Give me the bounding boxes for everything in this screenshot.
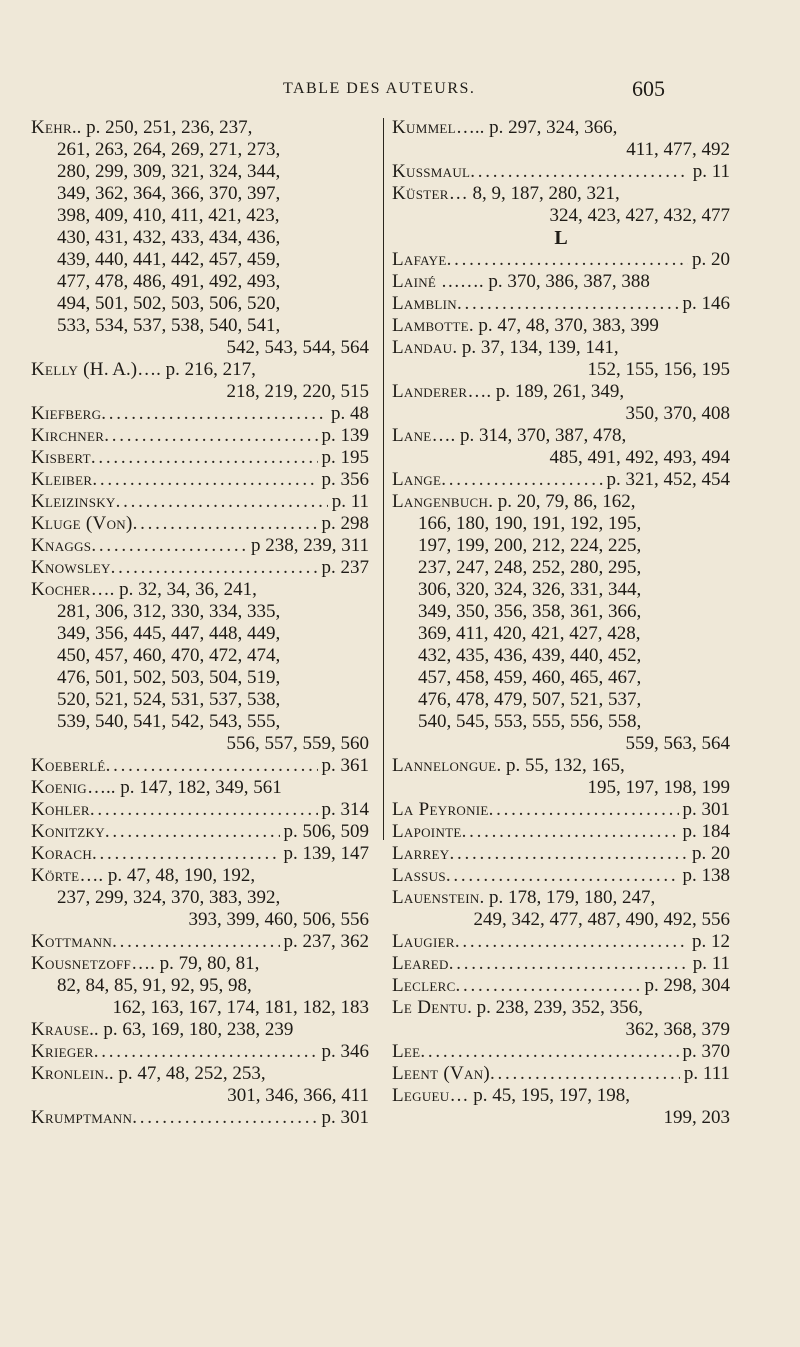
index-entry [31, 425, 369, 447]
entry-first-line: Le Dentu. p. 238, 239, 352, 356, [392, 997, 643, 1018]
author-name: Laugier [392, 931, 455, 952]
entry-continuation: 349, 350, 356, 358, 361, 366, [418, 601, 642, 622]
entry-first-line: Lambotte. p. 47, 48, 370, 383, 399 [392, 315, 659, 336]
page-refs: p. 314 [321, 799, 369, 820]
dot-leader [446, 865, 679, 887]
entry-continuation: 324, 423, 427, 432, 477 [549, 205, 730, 226]
page-refs: p. 139, 147 [283, 843, 369, 864]
author-name: Küster [392, 183, 449, 204]
entry-continuation: 350, 370, 408 [625, 403, 730, 424]
index-entry [392, 799, 730, 821]
author-name: Krieger [31, 1041, 94, 1062]
author-name: Landerer [392, 381, 468, 402]
page-refs: p. 361 [321, 755, 369, 776]
leader-line [31, 425, 369, 447]
leader-line [392, 931, 730, 953]
page-refs: p. 321, 452, 454 [606, 469, 730, 490]
entry-continuation: 494, 501, 502, 503, 506, 520, [57, 293, 281, 314]
page-refs: p 238, 239, 311 [250, 535, 369, 556]
running-title: TABLE DES AUTEURS. [283, 80, 476, 97]
page-header [0, 76, 800, 110]
author-name: Kummel [392, 117, 456, 138]
leader-line [31, 403, 369, 425]
entry-continuation: 281, 306, 312, 330, 334, 335, [57, 601, 281, 622]
leader-line [31, 513, 369, 535]
entry-continuation: 476, 501, 502, 503, 504, 519, [57, 667, 281, 688]
index-entry [31, 1041, 369, 1063]
author-name: Lannelongue [392, 755, 497, 776]
entry-continuation: 411, 477, 492 [626, 139, 730, 160]
index-entry [392, 117, 730, 161]
page-refs: p. 237, 362 [283, 931, 369, 952]
entry-continuation: 556, 557, 559, 560 [226, 733, 369, 754]
author-name: Kisbert [31, 447, 91, 468]
index-entry [392, 337, 730, 381]
entry-first-line: Küster… 8, 9, 187, 280, 321, [392, 183, 620, 204]
entry-continuation: 301, 346, 366, 411 [227, 1085, 369, 1106]
page-refs: p. 301 [682, 799, 730, 820]
leader-line [392, 293, 730, 315]
page-refs: p. 20 [692, 249, 730, 270]
page-refs: p. 237 [321, 557, 369, 578]
dot-leader [455, 931, 688, 953]
dot-leader [456, 975, 641, 997]
dot-leader [462, 821, 679, 843]
dot-leader [470, 161, 688, 183]
author-name: Knowsley [31, 557, 111, 578]
dot-leader [132, 1107, 317, 1129]
index-entry [31, 1063, 369, 1107]
author-name: Leared [392, 953, 449, 974]
entry-continuation: 82, 84, 85, 91, 92, 95, 98, [57, 975, 252, 996]
entry-continuation: 430, 431, 432, 433, 434, 436, [57, 227, 281, 248]
page-refs: p. 298 [321, 513, 369, 534]
author-name: Legueu [392, 1085, 450, 1106]
entry-first-line: Kronlein.. p. 47, 48, 252, 253, [31, 1063, 266, 1084]
entry-continuation: 477, 478, 486, 491, 492, 493, [57, 271, 281, 292]
index-entry [392, 227, 730, 249]
index-entry [31, 953, 369, 1019]
dot-leader [111, 557, 318, 579]
leader-line [31, 535, 369, 557]
page-number: 605 [632, 76, 665, 101]
entry-first-line: Lannelongue. p. 55, 132, 165, [392, 755, 625, 776]
index-entry [392, 183, 730, 227]
index-entry [392, 491, 730, 755]
index-entry [392, 425, 730, 469]
entry-continuation: 369, 411, 420, 421, 427, 428, [418, 623, 641, 644]
section-letter: L [554, 227, 568, 249]
author-name: Lange [392, 469, 442, 490]
author-name: Kocher [31, 579, 91, 600]
index-entry [392, 161, 730, 183]
entry-first-line: Kehr.. p. 250, 251, 236, 237, [31, 117, 253, 138]
index-entry [31, 865, 369, 931]
author-name: Lassus [392, 865, 446, 886]
dot-leader [94, 1041, 318, 1063]
index-entry [31, 579, 369, 755]
dot-leader [92, 843, 279, 865]
entry-continuation: 237, 247, 248, 252, 280, 295, [418, 557, 642, 578]
page-refs: p. 356 [321, 469, 369, 490]
right-column [392, 117, 730, 1129]
index-entry [392, 1063, 730, 1085]
entry-first-line: Krause.. p. 63, 169, 180, 238, 239 [31, 1019, 294, 1040]
entry-continuation: 432, 435, 436, 439, 440, 452, [418, 645, 642, 666]
leader-line [31, 1107, 369, 1129]
entry-first-line: Lane…. p. 314, 370, 387, 478, [392, 425, 627, 446]
dot-leader [449, 843, 688, 865]
dot-leader [490, 1063, 680, 1085]
author-name: Kohler [31, 799, 90, 820]
leader-line [31, 755, 369, 777]
index-entry [392, 293, 730, 315]
dot-leader [104, 425, 317, 447]
dot-leader [449, 953, 689, 975]
author-name: Kehr [31, 117, 72, 138]
entry-continuation: 450, 457, 460, 470, 472, 474, [57, 645, 281, 666]
author-name: Lauenstein [392, 887, 480, 908]
entry-continuation: 362, 368, 379 [625, 1019, 730, 1040]
page-refs: p. 11 [692, 953, 730, 974]
leader-line [392, 843, 730, 865]
leader-line [31, 799, 369, 821]
dot-leader [105, 821, 280, 843]
page-refs: p. 184 [682, 821, 730, 842]
entry-continuation: 559, 563, 564 [625, 733, 730, 754]
dot-leader [91, 447, 318, 469]
page-refs: p. 139 [321, 425, 369, 446]
author-name: Kousnetzoff [31, 953, 132, 974]
entry-first-line: Koenig….. p. 147, 182, 349, 561 [31, 777, 282, 798]
index-entry [392, 381, 730, 425]
index-entry [31, 447, 369, 469]
entry-continuation: 162, 163, 167, 174, 181, 182, 183 [112, 997, 369, 1018]
entry-first-line: Kousnetzoff…. p. 79, 80, 81, [31, 953, 260, 974]
author-name: Kussmaul [392, 161, 471, 182]
author-name: Körte [31, 865, 80, 886]
leader-line [392, 865, 730, 887]
entry-continuation: 195, 197, 198, 199 [587, 777, 730, 798]
page-refs: p. 195 [321, 447, 369, 468]
author-name: Kottmann [31, 931, 113, 952]
author-name: Konitzky [31, 821, 105, 842]
entry-continuation: 539, 540, 541, 542, 543, 555, [57, 711, 281, 732]
index-entry [392, 1041, 730, 1063]
author-name: Korach [31, 843, 93, 864]
author-name: Leclerc [392, 975, 456, 996]
page-refs: p. 506, 509 [283, 821, 369, 842]
author-name: Koeberlé [31, 755, 106, 776]
column-divider [383, 118, 384, 840]
leader-line [31, 931, 369, 953]
leader-line [392, 1041, 730, 1063]
index-entry [392, 1085, 730, 1129]
index-entry [392, 975, 730, 997]
index-entry [31, 403, 369, 425]
index-entry [392, 821, 730, 843]
author-name: Koenig [31, 777, 87, 798]
entry-first-line: Kelly (H. A.)…. p. 216, 217, [31, 359, 256, 380]
dot-leader [92, 469, 317, 491]
author-name: Lane [392, 425, 432, 446]
author-name: Lee [392, 1041, 421, 1062]
entry-continuation: 197, 199, 200, 212, 224, 225, [418, 535, 642, 556]
author-name: Lainé [392, 271, 437, 292]
entry-first-line: Legueu… p. 45, 195, 197, 198, [392, 1085, 630, 1106]
leader-line [392, 161, 730, 183]
page-refs: p. 370 [682, 1041, 730, 1062]
entry-continuation: 349, 362, 364, 366, 370, 397, [57, 183, 281, 204]
entry-continuation: 199, 203 [663, 1107, 730, 1128]
index-entry [31, 359, 369, 403]
leader-line [392, 1063, 730, 1085]
index-entry [31, 1019, 369, 1041]
author-name: Kiefberg [31, 403, 102, 424]
index-entry [392, 997, 730, 1041]
author-name: Knaggs [31, 535, 92, 556]
dot-leader [112, 931, 279, 953]
page-refs: p. 11 [331, 491, 369, 512]
author-name: Kelly (H [31, 359, 104, 380]
page-refs: p. 146 [682, 293, 730, 314]
author-name: Kleiber [31, 469, 93, 490]
entry-continuation: 393, 399, 460, 506, 556 [188, 909, 369, 930]
author-name: Langenbuch [392, 491, 489, 512]
author-name: Leent (Van) [392, 1063, 491, 1084]
index-entry [392, 865, 730, 887]
index-entry [31, 491, 369, 513]
index-entry [392, 931, 730, 953]
entry-continuation: 398, 409, 410, 411, 421, 423, [57, 205, 280, 226]
entry-first-line: Kocher…. p. 32, 34, 36, 241, [31, 579, 257, 600]
entry-first-line: Langenbuch. p. 20, 79, 86, 162, [392, 491, 636, 512]
entry-first-line: Landau. p. 37, 134, 139, 141, [392, 337, 619, 358]
index-entry [392, 315, 730, 337]
index-entry [31, 843, 369, 865]
entry-continuation: 540, 545, 553, 555, 556, 558, [418, 711, 642, 732]
leader-line [392, 953, 730, 975]
author-name: Lapointe [392, 821, 462, 842]
entry-continuation: 249, 342, 477, 487, 490, 492, 556 [473, 909, 730, 930]
leader-line [392, 469, 730, 491]
entry-first-line: Körte…. p. 47, 48, 190, 192, [31, 865, 256, 886]
dot-leader [133, 513, 318, 535]
index-entry [31, 469, 369, 491]
entry-continuation: 280, 299, 309, 321, 324, 344, [57, 161, 281, 182]
index-entry [31, 755, 369, 777]
entry-first-line: Kummel….. p. 297, 324, 366, [392, 117, 618, 138]
index-entry [31, 535, 369, 557]
author-name: Lambotte [392, 315, 469, 336]
index-entry [31, 513, 369, 535]
dot-leader [91, 535, 247, 557]
leader-line [31, 1041, 369, 1063]
index-entry [31, 777, 369, 799]
entry-first-line: Landerer…. p. 189, 261, 349, [392, 381, 625, 402]
leader-line [31, 557, 369, 579]
leader-line [392, 799, 730, 821]
entry-continuation: 439, 440, 441, 442, 457, 459, [57, 249, 281, 270]
index-entry [392, 249, 730, 271]
author-name: La Peyronie [392, 799, 489, 820]
entry-continuation: 261, 263, 264, 269, 271, 273, [57, 139, 281, 160]
dot-leader [116, 491, 328, 513]
entry-continuation: 476, 478, 479, 507, 521, 537, [418, 689, 642, 710]
dot-leader [457, 293, 679, 315]
author-name: Krause [31, 1019, 90, 1040]
author-name: Kronlein [31, 1063, 105, 1084]
index-entry [31, 117, 369, 359]
entry-continuation: 457, 458, 459, 460, 465, 467, [418, 667, 642, 688]
author-name: Krumptmann [31, 1107, 133, 1128]
index-entry [31, 557, 369, 579]
page-refs: p. 111 [683, 1063, 730, 1084]
index-entry [392, 469, 730, 491]
page-refs: p. 298, 304 [644, 975, 730, 996]
page-refs: p. 48 [331, 403, 369, 424]
leader-line [31, 821, 369, 843]
entry-continuation: 542, 543, 544, 564 [226, 337, 369, 358]
leader-line [392, 821, 730, 843]
leader-line [392, 975, 730, 997]
author-name: Kleizinsky [31, 491, 116, 512]
dot-leader [441, 469, 602, 491]
leader-line [31, 491, 369, 513]
page-refs: p. 346 [321, 1041, 369, 1062]
index-entry [392, 953, 730, 975]
index-entry [392, 887, 730, 931]
entry-continuation: 533, 534, 537, 538, 540, 541, [57, 315, 281, 336]
author-name: Larrey [392, 843, 450, 864]
page-refs: p. 301 [321, 1107, 369, 1128]
left-column [31, 117, 369, 1129]
index-entry [31, 1107, 369, 1129]
dot-leader [106, 755, 318, 777]
entry-continuation: 349, 356, 445, 447, 448, 449, [57, 623, 281, 644]
index-entry [31, 931, 369, 953]
page-refs: p. 11 [692, 161, 730, 182]
dot-leader [420, 1041, 678, 1063]
leader-line [31, 447, 369, 469]
author-name: Lafaye [392, 249, 447, 270]
author-name: Landau [392, 337, 453, 358]
dot-leader [90, 799, 318, 821]
entry-continuation: 306, 320, 324, 326, 331, 344, [418, 579, 642, 600]
entry-continuation: 166, 180, 190, 191, 192, 195, [418, 513, 642, 534]
entry-continuation: 152, 155, 156, 195 [587, 359, 730, 380]
author-name: Lamblin [392, 293, 457, 314]
dot-leader [447, 249, 688, 271]
dot-leader [489, 799, 679, 821]
page-refs: p. 12 [692, 931, 730, 952]
index-entry [31, 799, 369, 821]
index-entry [392, 843, 730, 865]
entry-continuation: 218, 219, 220, 515 [226, 381, 369, 402]
index-entry [31, 821, 369, 843]
index-entry [392, 755, 730, 799]
author-name: Kluge (Von) [31, 513, 133, 534]
entry-continuation: 237, 299, 324, 370, 383, 392, [57, 887, 281, 908]
author-name: Kirchner [31, 425, 105, 446]
page-refs: p. 138 [682, 865, 730, 886]
leader-line [31, 843, 369, 865]
index-entry [392, 271, 730, 293]
entry-continuation: 520, 521, 524, 531, 537, 538, [57, 689, 281, 710]
entry-continuation: 485, 491, 492, 493, 494 [549, 447, 730, 468]
dot-leader [101, 403, 327, 425]
entry-first-line: Lauenstein. p. 178, 179, 180, 247, [392, 887, 656, 908]
leader-line [31, 469, 369, 491]
entry-first-line: Lainé ……. p. 370, 386, 387, 388 [392, 271, 650, 292]
author-name: Le Dentu [392, 997, 468, 1018]
leader-line [392, 249, 730, 271]
page-refs: p. 20 [692, 843, 730, 864]
